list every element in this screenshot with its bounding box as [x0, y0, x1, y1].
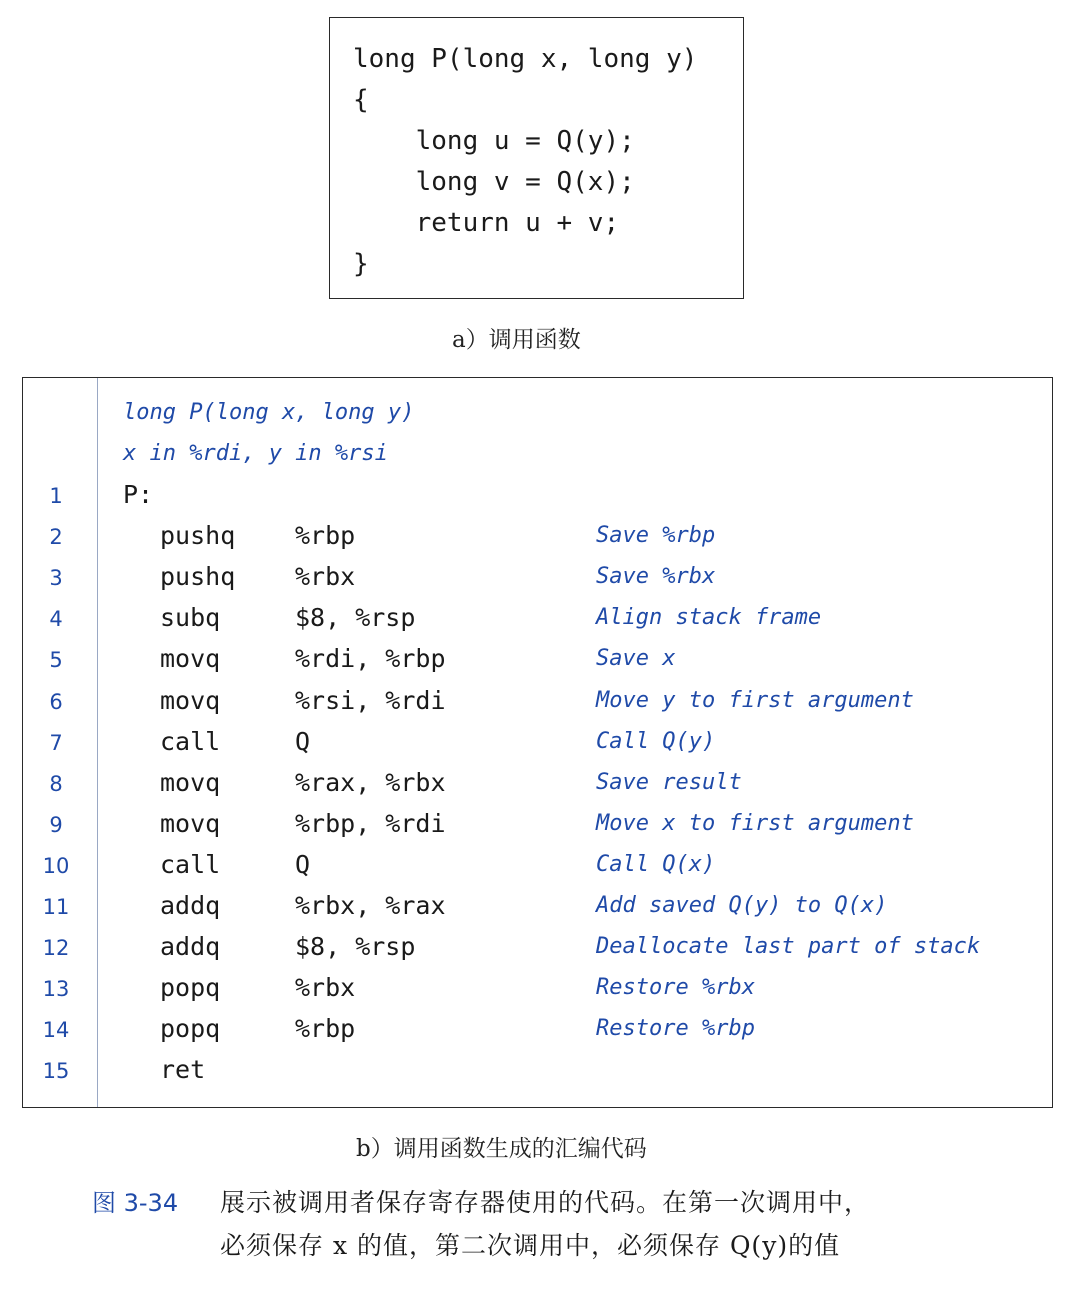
asm-comment: Add saved Q(y) to Q(x) — [596, 893, 888, 918]
line-number: 8 — [49, 771, 63, 796]
line-number: 4 — [49, 607, 63, 632]
asm-row — [23, 848, 1052, 889]
asm-row — [23, 601, 1052, 642]
source-code-box — [329, 17, 744, 299]
asm-row — [23, 766, 1052, 807]
line-number: 10 — [42, 853, 70, 878]
line-number: 7 — [49, 730, 63, 755]
asm-comment: Save x — [596, 646, 676, 672]
asm-comment: Save result — [596, 769, 742, 795]
asm-operands: Q — [295, 726, 311, 756]
code-line-1: long P(long x, long y) — [353, 44, 698, 74]
figure-text-line-1: 展示被调用者保存寄存器使用的代码。在第一次调用中， — [220, 1188, 871, 1217]
line-number: 13 — [42, 977, 70, 1002]
asm-row — [23, 807, 1052, 848]
asm-row — [23, 684, 1052, 725]
caption-b: b）调用函数生成的汇编代码 — [356, 1136, 647, 1162]
line-number: 11 — [42, 895, 70, 919]
asm-comment: Call Q(y) — [596, 728, 716, 754]
asm-row — [23, 971, 1052, 1012]
asm-comment: Move y to first argument — [596, 687, 914, 713]
asm-instruction: movq — [160, 644, 221, 674]
asm-operands: %rbx, %rax — [295, 891, 446, 920]
asm-instruction: ret — [160, 1055, 206, 1085]
asm-comment: Call Q(x) — [596, 851, 716, 877]
asm-comment: Save %rbp — [596, 523, 716, 549]
asm-operands: %rbx — [295, 973, 356, 1003]
asm-operands: $8, %rsp — [295, 932, 416, 962]
line-number: 3 — [49, 566, 63, 591]
asm-row — [23, 519, 1052, 560]
asm-comment: Save %rbx — [596, 564, 716, 590]
asm-operands: $8, %rsp — [295, 603, 416, 633]
asm-operands: %rbx — [295, 562, 356, 592]
line-number: 2 — [49, 525, 63, 550]
asm-function-label: P: — [123, 480, 154, 509]
line-number: 14 — [42, 1018, 70, 1043]
asm-row — [23, 1053, 1052, 1094]
asm-instruction: movq — [160, 767, 221, 797]
code-line-3: long u = Q(y); — [353, 126, 635, 156]
asm-operands: Q — [295, 849, 311, 879]
asm-instruction: call — [160, 726, 221, 756]
asm-comment: Deallocate last part of stack — [596, 934, 981, 960]
asm-instruction: pushq — [160, 521, 236, 551]
asm-header-signature: long P(long x, long y) — [123, 400, 415, 425]
code-line-2: { — [353, 85, 369, 115]
asm-operands: %rbp — [295, 521, 356, 551]
asm-operands: %rax, %rbx — [295, 767, 446, 797]
asm-comment: Restore %rbx — [596, 975, 755, 1001]
code-line-5: return u + v; — [353, 208, 620, 238]
asm-row — [23, 1012, 1052, 1053]
asm-instruction: movq — [160, 685, 221, 715]
asm-instruction: popq — [160, 973, 221, 1003]
asm-row — [23, 725, 1052, 766]
line-number: 9 — [49, 812, 63, 837]
asm-operands: %rdi, %rbp — [295, 644, 446, 674]
line-number: 5 — [49, 648, 63, 673]
figure-text-line-2: 必须保存 x 的值，第二次调用中，必须保存 Q(y)的值 — [220, 1231, 841, 1260]
asm-instruction: addq — [160, 891, 221, 920]
line-number: 1 — [49, 484, 63, 508]
asm-instruction: pushq — [160, 562, 236, 592]
code-line-6: } — [353, 249, 369, 279]
asm-comment: Align stack frame — [596, 605, 822, 631]
code-line-4: long v = Q(x); — [353, 167, 635, 197]
asm-row — [23, 560, 1052, 601]
line-number: 12 — [42, 936, 70, 961]
asm-operands: %rbp, %rdi — [295, 808, 446, 838]
asm-instruction: movq — [160, 808, 221, 838]
line-number: 15 — [42, 1059, 70, 1084]
asm-row — [23, 478, 1052, 519]
asm-comment: Move x to first argument — [596, 810, 914, 836]
asm-row — [23, 889, 1052, 930]
assembly-code-box — [22, 377, 1053, 1108]
asm-instruction: call — [160, 849, 221, 879]
asm-comment: Restore %rbp — [596, 1016, 755, 1042]
asm-row — [23, 642, 1052, 683]
asm-instruction: subq — [160, 603, 221, 633]
asm-header-registers: x in %rdi, y in %rsi — [123, 441, 388, 466]
figure-number: 图 3-34 — [92, 1189, 179, 1217]
line-number: 6 — [49, 689, 63, 714]
asm-row — [23, 930, 1052, 971]
asm-instruction: popq — [160, 1014, 221, 1044]
asm-operands: %rsi, %rdi — [295, 685, 446, 715]
asm-instruction: addq — [160, 932, 221, 962]
asm-operands: %rbp — [295, 1014, 356, 1044]
caption-a: a）调用函数 — [452, 327, 581, 353]
